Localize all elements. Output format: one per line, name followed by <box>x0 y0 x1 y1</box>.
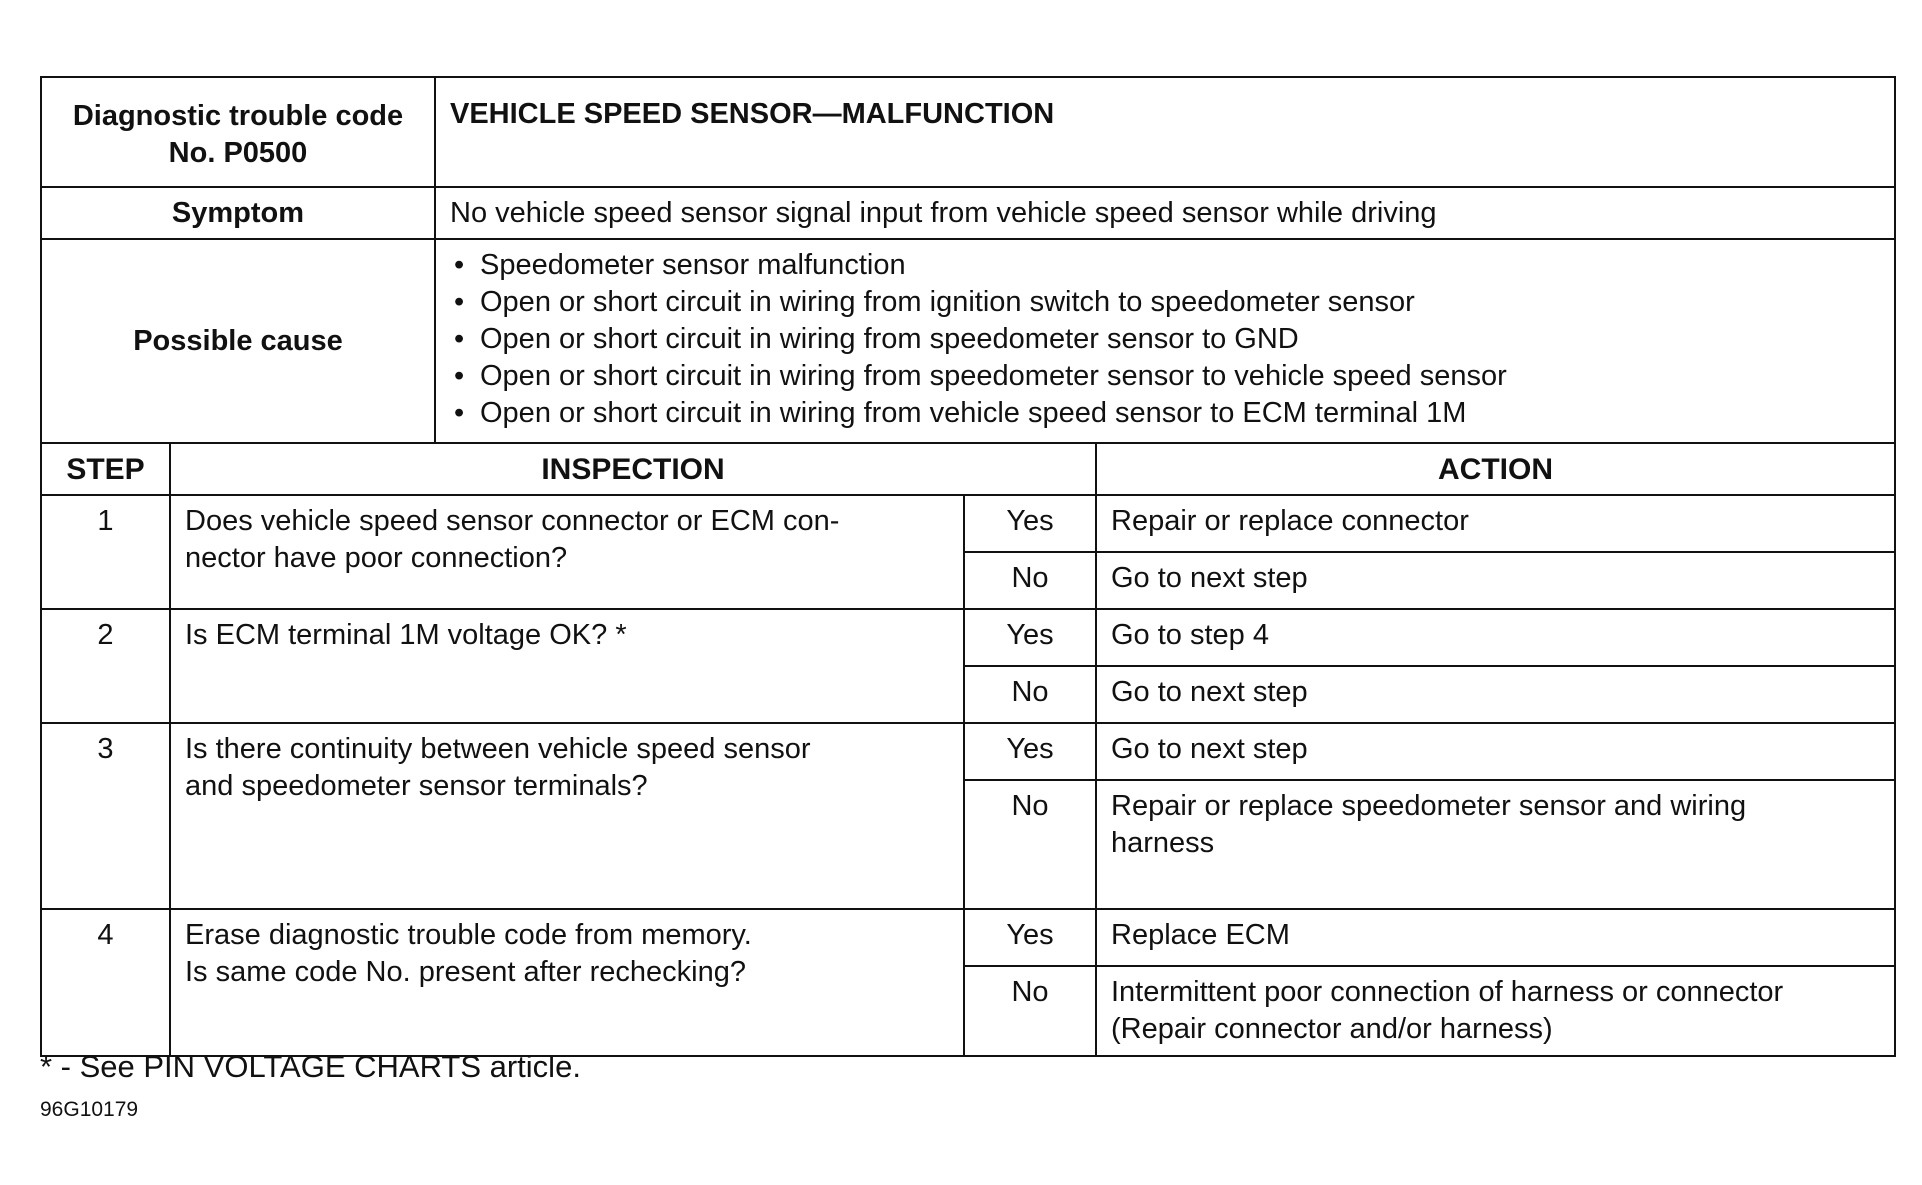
action-text: Repair or replace speedometer sensor and wiring harness <box>1111 790 1747 859</box>
yes-action: Replace ECM <box>1096 909 1895 966</box>
trouble-code-label: Diagnostic trouble code No. P0500 <box>41 77 435 187</box>
chart-title: VEHICLE SPEED SENSOR—MALFUNCTION <box>435 77 1895 187</box>
inspection-column-header: INSPECTION <box>170 443 1096 495</box>
yes-label: Yes <box>964 495 1096 552</box>
step-number: 1 <box>41 495 170 609</box>
step-number: 2 <box>41 609 170 723</box>
step-row-3 <box>41 723 1895 780</box>
cause-item: • Speedometer sensor malfunction <box>450 247 1880 284</box>
step-inspection <box>170 495 964 609</box>
cause-item: • Open or short circuit in wiring from vehicle speed sensor to ECM terminal 1M <box>450 395 1880 432</box>
footnote: * - See PIN VOLTAGE CHARTS article. <box>40 1049 581 1084</box>
action-column-header: ACTION <box>1096 443 1895 495</box>
inspection-text: Is ECM terminal 1M voltage OK? * <box>185 619 627 651</box>
possible-cause-list-cell <box>435 239 1895 443</box>
step-row-1 <box>41 495 1895 552</box>
symptom-label: Symptom <box>41 187 435 239</box>
inspection-text: Is there continuity between vehicle speed sensor and speedometer sensor terminals? <box>185 733 811 802</box>
column-header-row <box>41 443 1895 495</box>
no-action: Go to next step <box>1096 666 1895 723</box>
header-row <box>41 77 1895 187</box>
cause-item: • Open or short circuit in wiring from ignition switch to speedometer sensor <box>450 284 1880 321</box>
possible-cause-list <box>450 247 1880 432</box>
no-action <box>1096 966 1895 1056</box>
yes-label: Yes <box>964 723 1096 780</box>
possible-cause-label: Possible cause <box>41 239 435 443</box>
diagnostic-chart <box>40 76 1894 1057</box>
no-label: No <box>964 666 1096 723</box>
yes-action: Repair or replace connector <box>1096 495 1895 552</box>
symptom-text: No vehicle speed sensor signal input from vehicle speed sensor while driving <box>435 187 1895 239</box>
yes-action: Go to step 4 <box>1096 609 1895 666</box>
inspection-text: Erase diagnostic trouble code from memory. Is same code No. present after rechecking? <box>185 919 752 988</box>
step-inspection <box>170 723 964 909</box>
step-row-2 <box>41 609 1895 666</box>
yes-action: Go to next step <box>1096 723 1895 780</box>
step-number: 4 <box>41 909 170 1056</box>
figure-code: 96G10179 <box>40 1098 139 1121</box>
no-label: No <box>964 780 1096 909</box>
no-action: Go to next step <box>1096 552 1895 609</box>
step-inspection <box>170 909 964 1056</box>
step-row-4 <box>41 909 1895 966</box>
symptom-row <box>41 187 1895 239</box>
cause-item: • Open or short circuit in wiring from speedometer sensor to GND <box>450 321 1880 358</box>
no-label: No <box>964 552 1096 609</box>
cause-item: • Open or short circuit in wiring from speedometer sensor to vehicle speed sensor <box>450 358 1880 395</box>
diagnostic-table <box>40 76 1896 1057</box>
inspection-text: Does vehicle speed sensor connector or ECM con- nector have poor connection? <box>185 505 840 574</box>
step-inspection <box>170 609 964 723</box>
step-column-header: STEP <box>41 443 170 495</box>
no-label: No <box>964 966 1096 1056</box>
step-number: 3 <box>41 723 170 909</box>
possible-cause-row <box>41 239 1895 443</box>
yes-label: Yes <box>964 609 1096 666</box>
no-action <box>1096 780 1895 909</box>
action-text: Intermittent poor connection of harness or connector (Repair connector and/or harness) <box>1111 976 1784 1045</box>
yes-label: Yes <box>964 909 1096 966</box>
